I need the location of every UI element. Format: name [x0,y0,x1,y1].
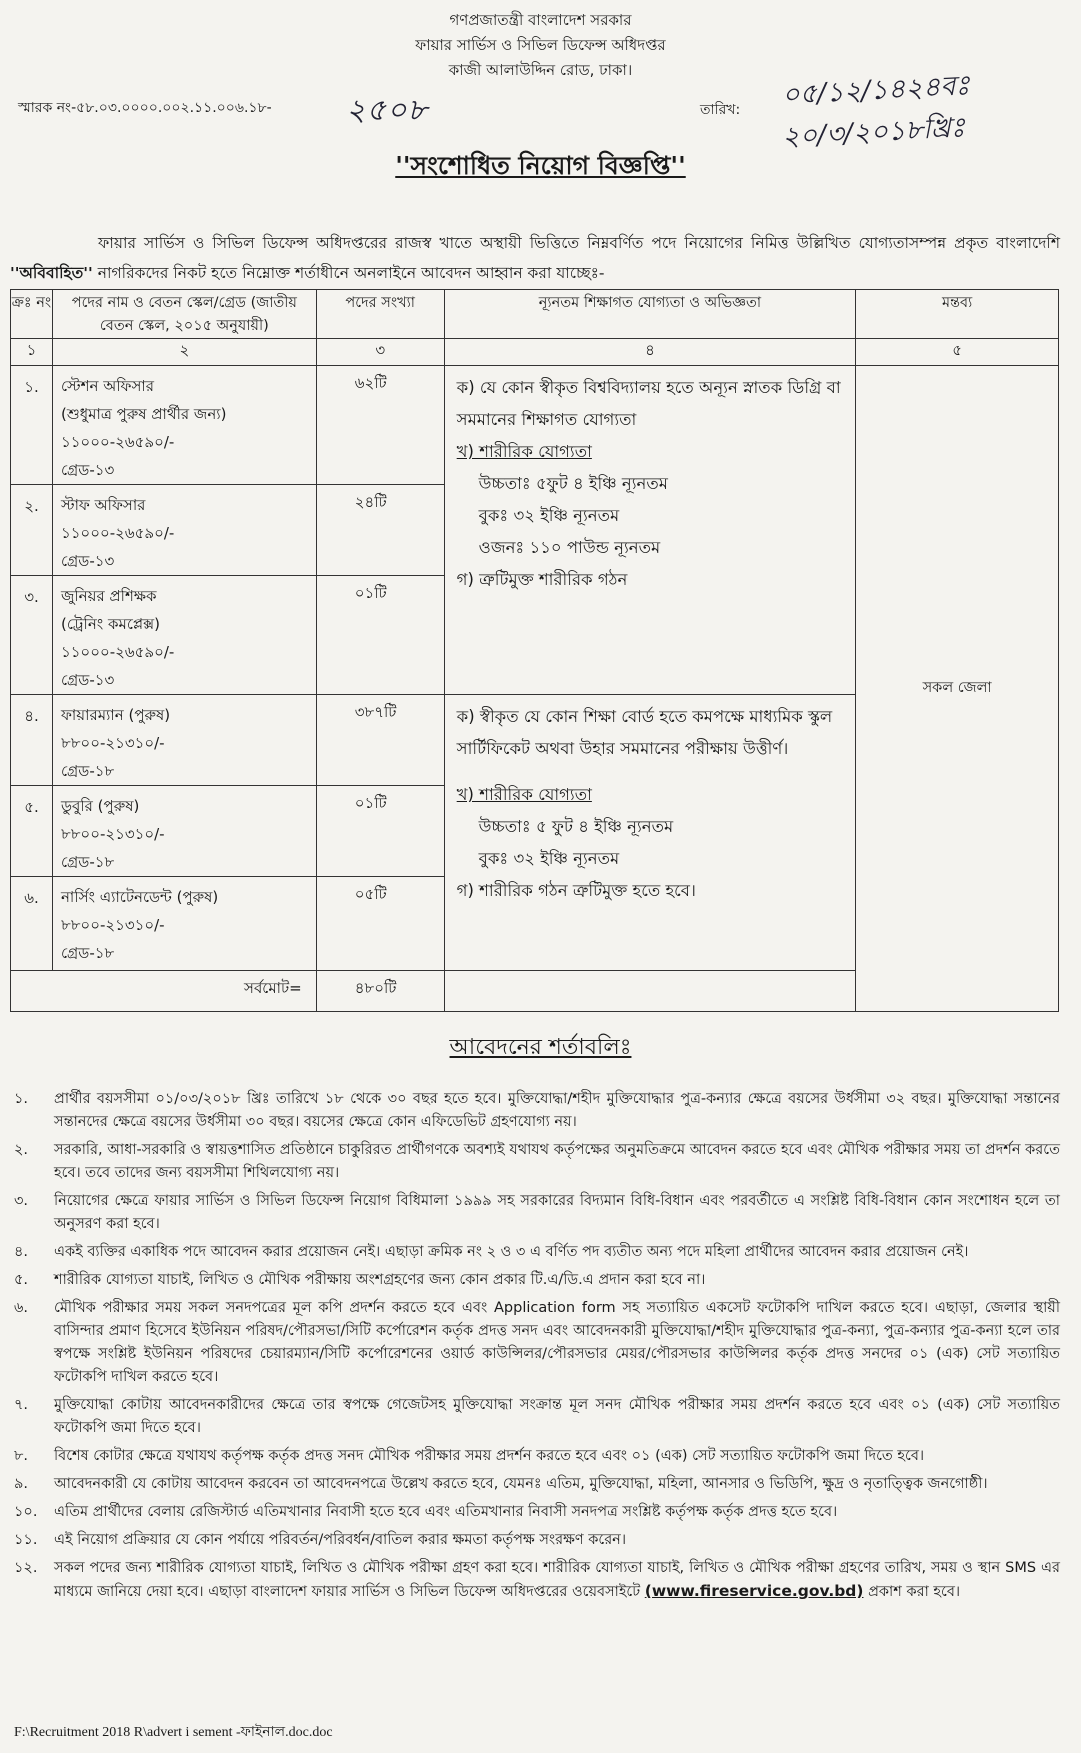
edu-requirement: ক) স্বীকৃত যে কোন শিক্ষা বোর্ড হতে কমপক্ষে মাধ্যমিক স্কুল সার্টিফিকেট অথবা উহার সমমানের পরীক্ষায় উত্তীর্ণ। [456,707,833,758]
item-text: মৌখিক পরীক্ষার সময় সকল সনদপত্রের মূল কপি প্রদর্শন করতে হবে এবং Application form সহ সত্যায়িত একসেট ফটোকপি দাখিল করতে হবে। এছাড়া, জেলার স্থায়ী বাসিন্দার প্রমাণ হিসেবে ইউনিয়ন পরিষদ/পৌরসভা/সিটি কর্পোরেশন কর্তৃক প্রদত্ত সনদ এবং আবেদনকারী মুক্তিযোদ্ধা/শহীদ মুক্তিযোদ্ধার পুত্র-কন্যা, পুত্র-কন্যার পুত্র-কন্যা হলে তার স্বপক্ষে সংশ্লিষ্ট ইউনিয়ন পরিষদের চেয়ারম্যান/সিটি কর্পোরেশনের ওয়ার্ড কাউন্সিলর/পৌরসভার মেয়র/পৌরসভার কাউন্সিলর কর্তৃক প্রদত্ত সনদের ০১ (এক) সেট সত্যায়িত ফটোকপি দাখিল করতে হবে। [54,1300,1060,1385]
row-sl: ৫. [11,786,53,877]
build-requirement: গ) শারীরিক গঠন ত্রুটিমুক্ত হতে হবে। [456,881,696,900]
item-number: ১. [14,1091,29,1107]
post-name: জুনিয়র প্রশিক্ষক [60,587,157,605]
posts-table [10,289,1059,1012]
row-count: ০১টি [316,786,444,877]
list-item [10,1241,1060,1264]
pay-scale: ১১০০০-২৬৫৯০/- [60,524,175,542]
row-post [52,576,316,695]
list-item [10,1501,1060,1524]
pay-scale: ৮৮০০-২১৩১০/- [60,916,165,934]
post-name: ডুবুরি (পুরুষ) [60,797,140,815]
item-text: এই নিয়োগ প্রক্রিয়ার যে কোন পর্যায়ে পরিবর্তন/পরিবর্ধন/বাতিল করার ক্ষমতা কর্তৃপক্ষ সংরক্ষণ করেন। [54,1532,627,1548]
row-count: ০৫টি [316,877,444,971]
list-item [10,1394,1060,1440]
header-sl: ক্রঃ নং [11,290,53,339]
office-address: কাজী আলাউদ্দিন রোড, ঢাকা। [448,61,633,79]
item-number: ৮. [14,1448,29,1464]
intro-bold-term: ''অবিবাহিত'' [10,264,93,282]
list-item [10,1445,1060,1468]
header-post: পদের নাম ও বেতন স্কেল/গ্রেড (জাতীয় বেতন স্কেল, ২০১৫ অনুযায়ী) [52,290,316,339]
item-number: ৭. [14,1397,29,1413]
department-name: ফায়ার সার্ভিস ও সিভিল ডিফেন্স অধিদপ্তর [415,36,666,54]
row-post [52,366,316,485]
physical-title: খ) শারীরিক যোগ্যতা [456,785,592,804]
qualification-group-2 [444,695,856,971]
grade: গ্রেড-১৮ [60,853,115,871]
list-item [10,1269,1060,1292]
post-name: স্টাফ অফিসার [60,496,146,514]
header-remark: মন্তব্য [856,290,1059,339]
pay-scale: ৮৮০০-২১৩১০/- [60,825,165,843]
item-text: আবেদনকারী যে কোটায় আবেদন করবেন তা আবেদনপত্রে উল্লেখ করতে হবে, যেমনঃ এতিম, মুক্তিযোদ্ধা, মহিলা, আনসার ও ভিডিপি, ক্ষুদ্র ও নৃতাত্ত্বিক জনগোষ্ঠী। [54,1476,988,1492]
table-row [11,366,1059,485]
conditions-title [0,1030,1081,1067]
total-label: সর্বমোট= [11,971,317,1012]
grade: গ্রেড-১৩ [60,552,115,570]
row-post [52,695,316,786]
memo-number: স্মারক নং-৫৮.০৩.০০০০.০০২.১১.০০৬.১৮- [18,100,272,116]
item-text: বিশেষ কোটার ক্ষেত্রে যথাযথ কর্তৃপক্ষ কর্তৃক প্রদত্ত সনদ মৌখিক পরীক্ষার সময় প্রদর্শন করতে হবে এবং ০১ (এক) সেট সত্যায়িত ফটোকপি জমা দিতে হবে। [54,1448,925,1464]
weight-requirement: ওজনঃ ১১০ পাউন্ড ন্যূনতম [478,538,661,557]
intro-text-2: নাগরিকদের নিকট হতে নিম্নোক্ত শর্তাধীনে অনলাইনে আবেদন আহ্বান করা যাচ্ছেঃ- [97,264,605,282]
remark-cell: সকল জেলা [856,366,1059,1012]
post-note: (ট্রেনিং কমপ্লেক্স) [60,615,160,633]
list-item [10,1190,1060,1236]
pay-scale: ৮৮০০-২১৩১০/- [60,734,165,752]
item-text: সকল পদের জন্য শারীরিক যোগ্যতা যাচাই, লিখিত ও মৌখিক পরীক্ষা গ্রহণ করা হবে। শারীরিক যোগ্যতা যাচাই, লিখিত ও মৌখিক পরীক্ষা গ্রহণের তারিখ, সময় ও স্থান SMS এর মাধ্যমে জানিয়ে দেয়া হবে। এছাড়া বাংলাদেশ ফায়ার সার্ভিস ও সিভিল ডিফেন্স অধিদপ্তরের ওয়েবসাইটে [54,1560,1060,1600]
item-number: ৯. [14,1476,29,1492]
website-link[interactable]: (www.fireservice.gov.bd) [644,1582,864,1600]
list-item [10,1557,1060,1604]
file-path-footer: F:\Recruitment 2018 R\advert i sement -ফাইনাল.doc.doc [14,1725,333,1740]
height-requirement: উচ্চতাঃ ৫ ফুট ৪ ইঞ্চি ন্যূনতম [478,817,674,836]
row-sl: ২. [11,485,53,576]
chest-requirement: বুকঃ ৩২ ইঞ্চি ন্যূনতম [478,849,620,868]
total-value: ৪৮০টি [316,971,444,1012]
row-count: ০১টি [316,576,444,695]
gov-name: গণপ্রজাতন্ত্রী বাংলাদেশ সরকার [449,11,632,29]
notice-title [0,146,1081,189]
grade: গ্রেড-১৩ [60,461,115,479]
item-number: ৪. [14,1244,29,1260]
row-post [52,485,316,576]
item-text: সরকারি, আধা-সরকারি ও স্বায়ত্তশাসিত প্রতিষ্ঠানে চাকুরিরত প্রার্থীগণকে অবশ্যই যথাযথ কর্তৃপক্ষের অনুমতিক্রমে আবেদন করতে হবে এবং মৌখিক পরীক্ষার সময় তা প্রদর্শন করতে হবে। তবে তাদের জন্য বয়সসীমা শিথিলযোগ্য নয়। [54,1142,1060,1181]
build-requirement: গ) ত্রুটিমুক্ত শারীরিক গঠন [456,570,628,589]
item-number: ৩. [14,1193,29,1209]
grade: গ্রেড-১৮ [60,944,115,962]
item-number: ১০. [14,1504,38,1520]
col-number: ২ [52,339,316,366]
row-sl: ৩. [11,576,53,695]
item-text: শারীরিক যোগ্যতা যাচাই, লিখিত ও মৌখিক পরীক্ষায় অংশগ্রহণের জন্য কোন প্রকার টি.এ/ডি.এ প্রদান করা হবে না। [54,1272,706,1288]
col-number: ৩ [316,339,444,366]
item-text-tail: প্রকাশ করা হবে। [868,1584,961,1600]
intro-paragraph [10,228,1060,288]
pay-scale: ১১০০০-২৬৫৯০/- [60,643,175,661]
row-sl: ৬. [11,877,53,971]
chest-requirement: বুকঃ ৩২ ইঞ্চি ন্যূনতম [478,506,620,525]
item-text: প্রার্থীর বয়সসীমা ০১/০৩/২০১৮ খ্রিঃ তারিখে ১৮ থেকে ৩০ বছর হতে হবে। মুক্তিযোদ্ধা/শহীদ মুক্তিযোদ্ধার পুত্র-কন্যার ক্ষেত্রে বয়সের উর্ধসীমা ৩২ বছর। মুক্তিযোদ্ধা সন্তানের সন্তানদের ক্ষেত্রে বয়সের উর্ধসীমা ৩০ বছর। বয়সের ক্ষেত্রে কোন এফিডেভিট গ্রহণযোগ্য নয়। [54,1091,1060,1130]
row-count: ৬২টি [316,366,444,485]
list-item [10,1139,1060,1185]
post-name: ফায়ারম্যান (পুরুষ) [60,706,171,724]
item-number: ৫. [14,1272,29,1288]
post-name: নার্সিং এ্যাটেনডেন্ট (পুরুষ) [60,888,219,906]
notice-title-text: ''সংশোধিত নিয়োগ বিজ্ঞপ্তি'' [395,151,686,180]
item-text: এতিম প্রার্থীদের বেলায় রেজিস্টার্ড এতিমখানার নিবাসী হতে হবে এবং এতিমখানার নিবাসী সনদপত্র সংশ্লিষ্ট কর্তৃপক্ষ কর্তৃক প্রদত্ত হতে হবে। [54,1504,838,1520]
item-number: ১১. [14,1532,38,1548]
list-item [10,1529,1060,1552]
item-number: ২. [14,1142,29,1158]
list-item [10,1088,1060,1134]
header-qualification: ন্যূনতম শিক্ষাগত যোগ্যতা ও অভিজ্ঞতা [444,290,856,339]
conditions-title-text: আবেদনের শর্তাবলিঃ [449,1035,632,1060]
row-count: ২৪টি [316,485,444,576]
height-requirement: উচ্চতাঃ ৫ফুট ৪ ইঞ্চি ন্যূনতম [478,474,668,493]
post-name: স্টেশন অফিসার [60,377,155,395]
intro-text-1: ফায়ার সার্ভিস ও সিভিল ডিফেন্স অধিদপ্তরের রাজস্ব খাতে অস্থায়ী ভিত্তিতে নিম্নবর্ণিত পদে নিয়োগের নিমিত্ত উল্লিখিত যোগ্যতাসম্পন্ন প্রকৃত বাংলাদেশি [98,234,1060,252]
total-empty-cell [444,971,856,1012]
handwritten-memo-number: ২৫০৮ [346,93,428,128]
item-text: একই ব্যক্তির একাধিক পদে আবেদন করার প্রয়োজন নেই। এছাড়া ক্রমিক নং ২ ও ৩ এ বর্ণিত পদ ব্যতীত অন্য পদে মহিলা প্রার্থীদের আবেদন করার প্রয়োজন নেই। [54,1244,969,1260]
col-number: ৪ [444,339,856,366]
grade: গ্রেড-১৮ [60,762,115,780]
item-text: মুক্তিযোদ্ধা কোটায় আবেদনকারীদের ক্ষেত্রে তার স্বপক্ষে গেজেটসহ মুক্তিযোদ্ধা সংক্রান্ত মূল সনদ মৌখিক পরীক্ষার সময় প্রদর্শন করতে হবে এবং ০১ (এক) সেট সত্যায়িত ফটোকপি জমা দিতে হবে। [54,1397,1060,1436]
list-item [10,1473,1060,1496]
date-label: তারিখ: [700,102,741,118]
grade: গ্রেড-১৩ [60,671,115,689]
handwritten-date-bangla: ০৫/১২/১৪২৪বঃ [781,70,971,111]
qualification-group-1 [444,366,856,695]
post-note: (শুধুমাত্র পুরুষ প্রার্থীর জন্য) [60,405,227,423]
edu-requirement: ক) যে কোন স্বীকৃত বিশ্ববিদ্যালয় হতে অন্যূন স্নাতক ডিগ্রি বা সমমানের শিক্ষাগত যোগ্যতা [456,378,841,429]
row-post [52,786,316,877]
item-number: ১২. [14,1560,38,1576]
col-number: ১ [11,339,53,366]
list-item [10,1297,1060,1389]
physical-title: খ) শারীরিক যোগ্যতা [456,442,592,461]
header-count: পদের সংখ্যা [316,290,444,339]
row-sl: ১. [11,366,53,485]
item-text: নিয়োগের ক্ষেত্রে ফায়ার সার্ভিস ও সিভিল ডিফেন্স নিয়োগ বিধিমালা ১৯৯৯ সহ সরকারের বিদ্যমান বিধি-বিধান এবং পরবর্তীতে এ সংশ্লিষ্ট বিধি-বিধান কোন সংশোধন হলে তা অনুসরণ করা হবে। [54,1193,1060,1232]
pay-scale: ১১০০০-২৬৫৯০/- [60,433,175,451]
conditions-list [10,1088,1060,1609]
row-count: ৩৮৭টি [316,695,444,786]
row-sl: ৪. [11,695,53,786]
row-post [52,877,316,971]
col-number: ৫ [856,339,1059,366]
handwritten-date-gregorian: ২০/৩/২০১৮খ্রিঃ [781,112,966,153]
item-number: ৬. [14,1300,29,1316]
